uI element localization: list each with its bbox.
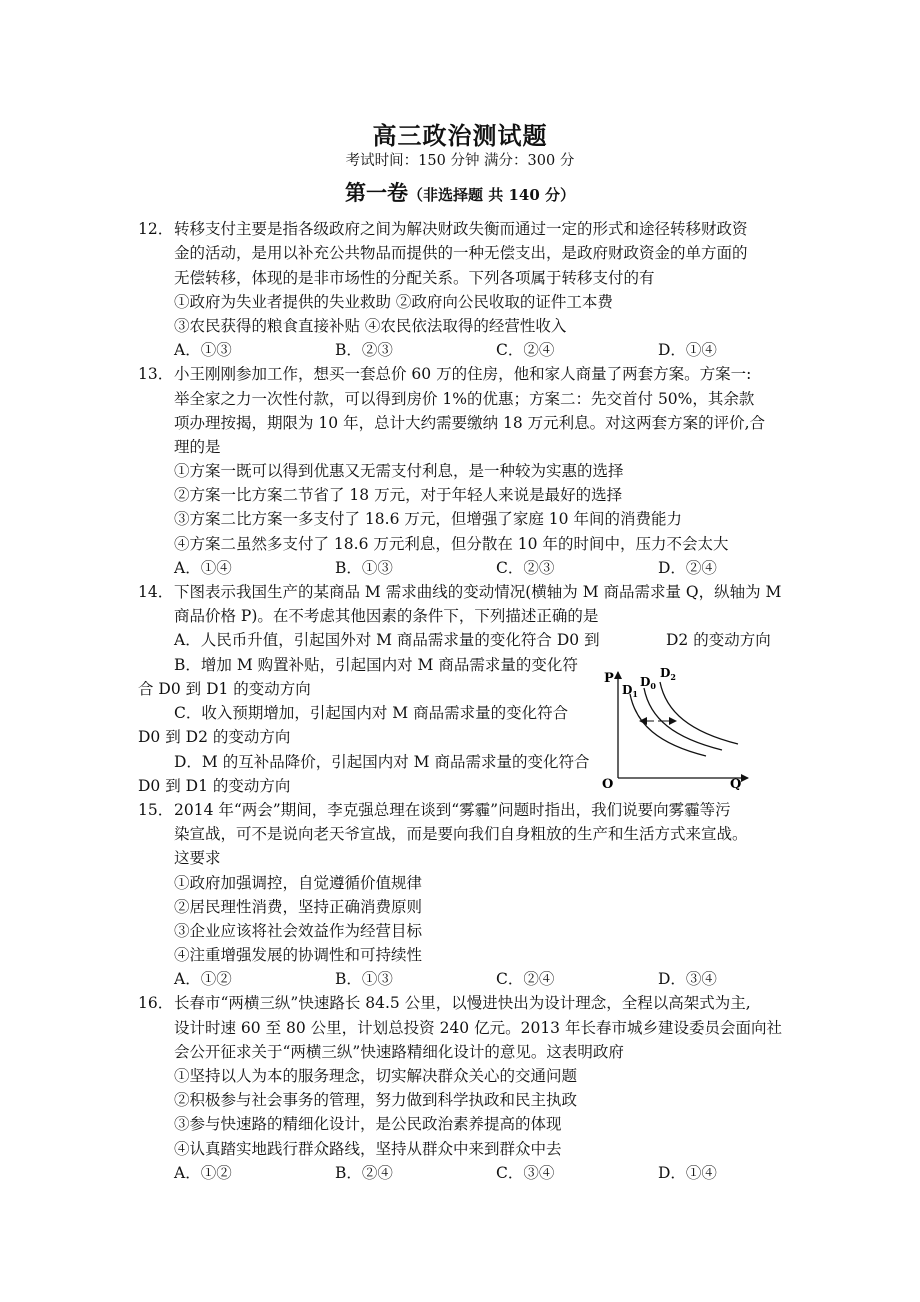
origin-label: O — [602, 777, 614, 790]
question-number: 12． — [138, 220, 174, 238]
question-text: 2014 年“两会”期间，李克强总理在谈到“雾霾”问题时指出，我们说要向雾霾等污 — [174, 801, 731, 819]
question-number: 13． — [138, 365, 174, 383]
choice-b-cont: 合 D0 到 D1 的变动方向 — [138, 680, 311, 698]
option-c: C．②④ — [496, 341, 555, 359]
x-axis-label: Q — [730, 777, 742, 790]
section-title: 第一卷 — [345, 180, 408, 205]
question-text: 长春市“两横三纵”快速路长 84.5 公里，以慢进快出为设计理念，全程以高架式为主, — [174, 994, 751, 1012]
y-axis-label: P — [604, 671, 614, 686]
option-a: A．①② — [174, 970, 232, 988]
question-text: 染宣战，可不是说向老天爷宣战，而是要向我们自身粗放的生产和生活方式来宣战。 — [174, 825, 748, 843]
option-b: B．②③ — [335, 341, 393, 359]
question-text: 理的是 — [174, 438, 221, 456]
statement-item: ①坚持以人为本的服务理念，切实解决群众关心的交通问题 — [174, 1067, 578, 1085]
curve-label-d0: $D_0$ — [640, 675, 656, 691]
question-text: 转移支付主要是指各级政府之间为解决财政失衡而通过一定的形式和途径转移财政资 — [174, 220, 748, 238]
statement-item: ①政府加强调控，自觉遵循价值规律 — [174, 874, 423, 892]
choice-d: D．M 的互补品降价，引起国内对 M 商品需求量的变化符合 — [174, 753, 590, 771]
curve-d2 — [660, 682, 738, 744]
option-c: C．②③ — [496, 559, 555, 577]
option-c: C．③④ — [496, 1164, 555, 1182]
demand-curve-figure — [598, 664, 758, 790]
question-number: 16． — [138, 994, 174, 1012]
choice-b: B．增加 M 购置补贴，引起国内对 M 商品需求量的变化符 — [174, 656, 578, 674]
question-text: 这要求 — [174, 849, 221, 867]
choice-a: A．人民币升值，引起国外对 M 商品需求量的变化符合 D0 到 — [174, 631, 600, 649]
option-c: C．②④ — [496, 970, 555, 988]
statement-item: ④方案二虽然多支付了 18.6 万元利息，但分散在 10 年的时间中，压力不会太大 — [174, 535, 729, 553]
statement-item: ④注重增强发展的协调性和可持续性 — [174, 946, 423, 964]
choice-c: C．收入预期增加，引起国内对 M 商品需求量的变化符合 — [174, 704, 569, 722]
question-text: 小王刚刚参加工作，想买一套总价 60 万的住房，他和家人商量了两套方案。方案一: — [174, 365, 752, 383]
statement-item: ①方案一既可以得到优惠又无需支付利息，是一种较为实惠的选择 — [174, 462, 624, 480]
statement-item: ③方案二比方案一多支付了 18.6 万元，但增强了家庭 10 年间的消费能力 — [174, 510, 682, 528]
curve-label-d1: $D_1$ — [622, 683, 638, 699]
question-text: 商品价格 P)。在不考虑其他因素的条件下，下列描述正确的是 — [174, 607, 599, 625]
option-a: A．①③ — [174, 341, 232, 359]
option-d: D．①④ — [658, 341, 717, 359]
option-b: B．①③ — [335, 559, 393, 577]
option-d: D．①④ — [658, 1164, 717, 1182]
choice-a-cont: D2 的变动方向 — [666, 631, 771, 649]
statement-item: ④认真踏实地践行群众路线，坚持从群众中来到群众中去 — [174, 1140, 562, 1158]
statement-item: ③企业应该将社会效益作为经营目标 — [174, 922, 423, 940]
question-text: 无偿转移，体现的是非市场性的分配关系。下列各项属于转移支付的有 — [174, 269, 655, 287]
question-text: 金的活动，是用以补充公共物品而提供的一种无偿支出，是政府财政资金的单方面的 — [174, 244, 748, 262]
option-d: D．③④ — [658, 970, 717, 988]
statement-item: ②方案一比方案二节省了 18 万元，对于年轻人来说是最好的选择 — [174, 486, 623, 504]
question-text: 下图表示我国生产的某商品 M 需求曲线的变动情况(横轴为 M 商品需求量 Q，纵轴为 M — [174, 583, 782, 601]
section-heading — [0, 177, 920, 207]
question-text: 会公开征求关于“两横三纵”快速路精细化设计的意见。这表明政府 — [174, 1043, 624, 1061]
question-text: 设计时速 60 至 80 公里，计划总投资 240 亿元。2013 年长春市城乡建设委员会面向社 — [174, 1019, 782, 1037]
question-number: 15． — [138, 801, 174, 819]
statement-item: ③农民获得的粮食直接补贴 ④农民依法取得的经营性收入 — [174, 317, 567, 335]
statement-item: ②居民理性消费，坚持正确消费原则 — [174, 898, 423, 916]
question-text: 举全家之力一次性付款，可以得到房价 1%的优惠；方案二：先交首付 50%，其余款 — [174, 390, 755, 408]
statement-item: ①政府为失业者提供的失业救助 ②政府向公民收取的证件工本费 — [174, 293, 613, 311]
page-title: 高三政治测试题 — [372, 121, 548, 150]
question-text: 项办理按揭，期限为 10 年，总计大约需要缴纳 18 万元利息。对这两套方案的评价,合 — [174, 414, 766, 432]
choice-d-cont: D0 到 D1 的变动方向 — [138, 777, 291, 795]
option-d: D．②④ — [658, 559, 717, 577]
choice-c-cont: D0 到 D2 的变动方向 — [138, 728, 291, 746]
option-a: A．①② — [174, 1164, 232, 1182]
statement-item: ③参与快速路的精细化设计，是公民政治素养提高的体现 — [174, 1115, 562, 1133]
question-number: 14． — [138, 583, 174, 601]
option-b: B．①③ — [335, 970, 393, 988]
curve-label-d2: $D_2$ — [660, 666, 676, 682]
section-note: （非选择题 共 140 分） — [408, 186, 575, 204]
exam-info: 考试时间：150 分钟 满分：300 分 — [345, 153, 575, 169]
option-b: B．②④ — [335, 1164, 393, 1182]
statement-item: ②积极参与社会事务的管理，努力做到科学执政和民主执政 — [174, 1091, 578, 1109]
option-a: A．①④ — [174, 559, 232, 577]
